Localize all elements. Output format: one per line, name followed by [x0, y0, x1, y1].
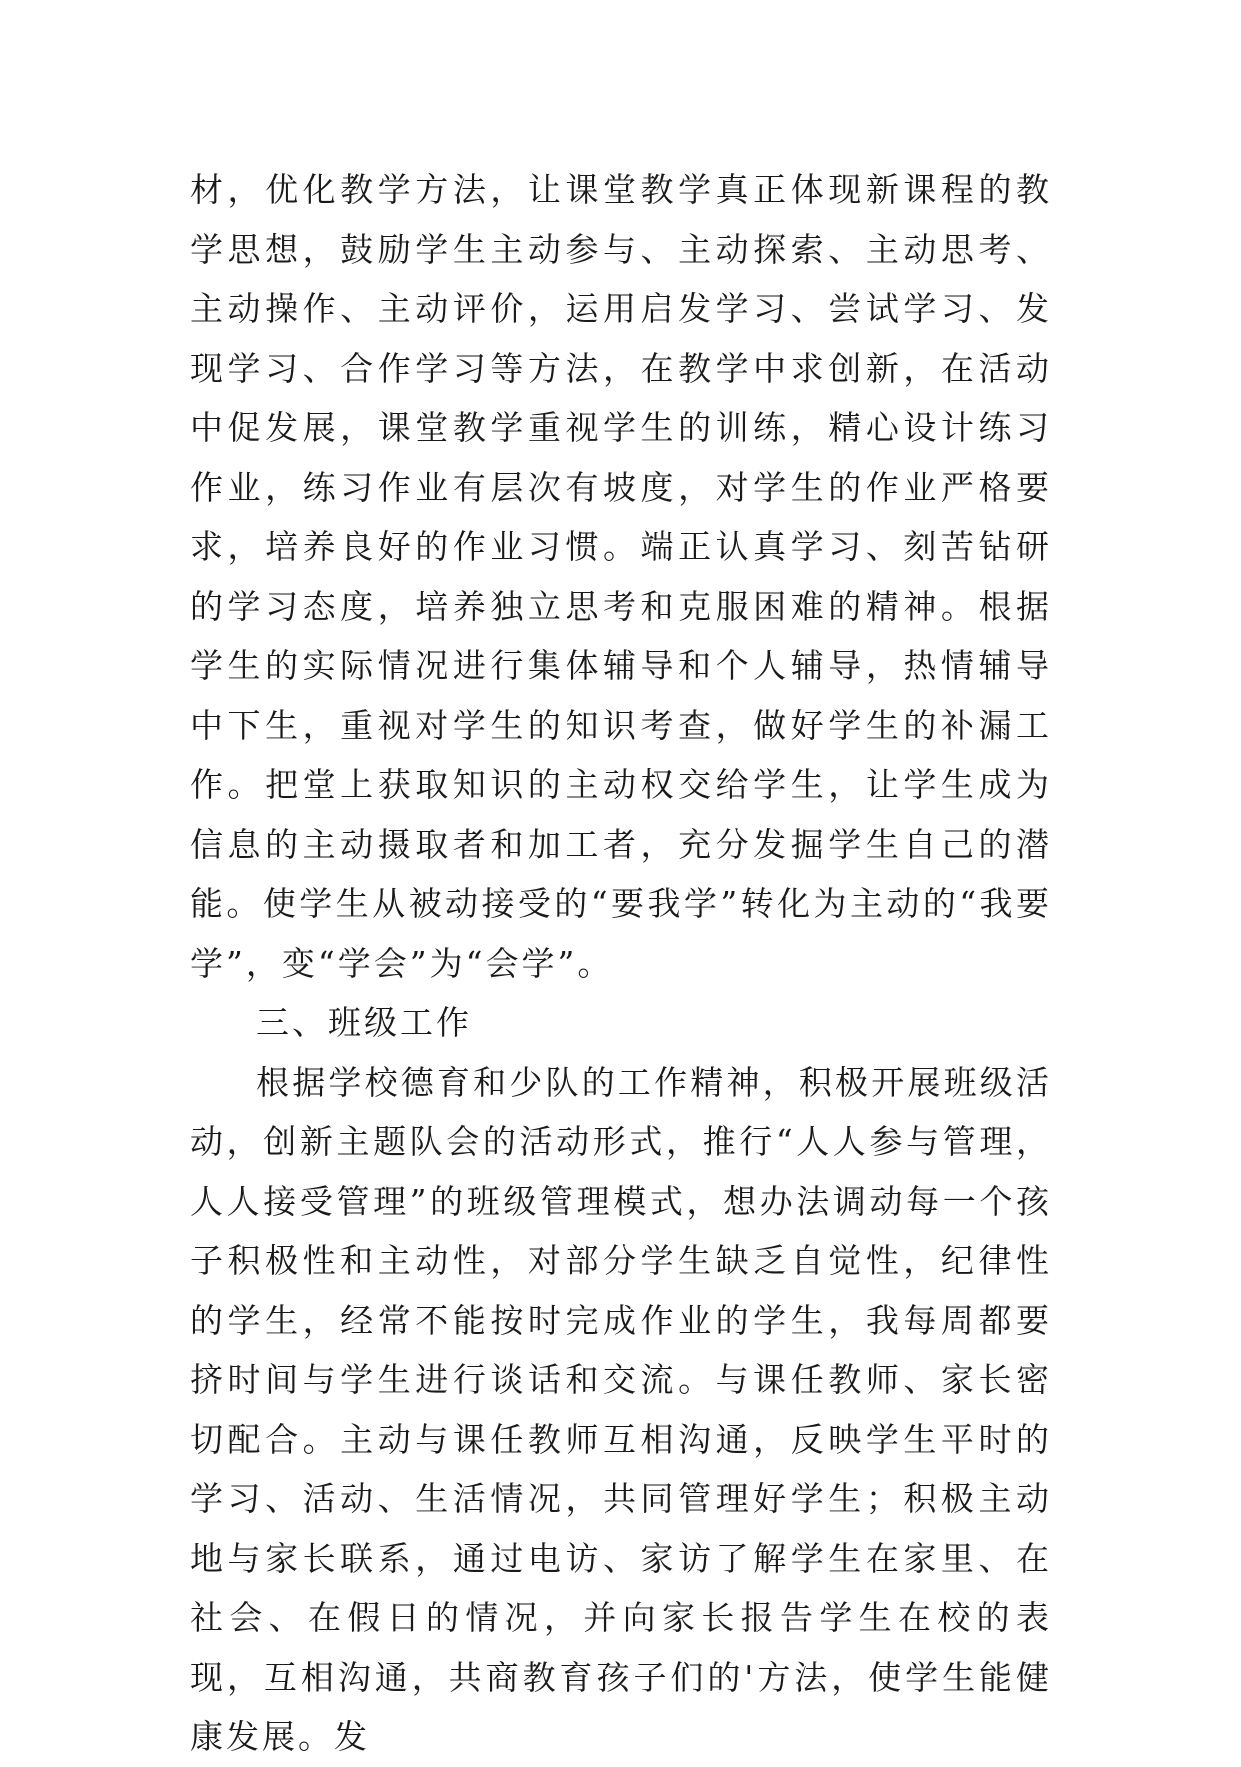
body-paragraph-continuation: 材，优化教学方法，让课堂教学真正体现新课程的教学思想，鼓励学生主动参与、主动探索、主动思考、主动操作、主动评价，运用启发学习、尝试学习、发现学习、合作学习等方法，在教学中求创新，在活动中促发展，课堂教学重视学生的训练，精心设计练习作业，练习作业有层次有坡度，对学生的作业严格要求，培养良好的作业习惯。端正认真学习、刻苦钻研的学习态度，培养独立思考和克服困难的精神。根据学生的实际情况进行集体辅导和个人辅导，热情辅导中下生，重视对学生的知识考查，做好学生的补漏工作。把堂上获取知识的主动权交给学生，让学生成为信息的主动摄取者和加工者，充分发掘学生自己的潜能。使学生从被动接受的“要我学”转化为主动的“我要学”，变“学会”为“会学”。: [190, 170, 1052, 983]
section-heading-class-work: 三、班级工作: [256, 1003, 472, 1042]
document-body: [190, 160, 1052, 1767]
body-paragraph-class-work: 根据学校德育和少队的工作精神，积极开展班级活动，创新主题队会的活动形式，推行“人人参与管理，人人接受管理”的班级管理模式，想办法调动每一个孩子积极性和主动性，对部分学生缺乏自觉性，纪律性的学生，经常不能按时完成作业的学生，我每周都要挤时间与学生进行谈话和交流。与课任教师、家长密切配合。主动与课任教师互相沟通，反映学生平时的学习、活动、生活情况，共同管理好学生；积极主动地与家长联系，通过电访、家访了解学生在家里、在社会、在假日的情况，并向家长报告学生在校的表现，互相沟通，共商教育孩子们的'方法，使学生能健康发展。发: [190, 1062, 1052, 1756]
